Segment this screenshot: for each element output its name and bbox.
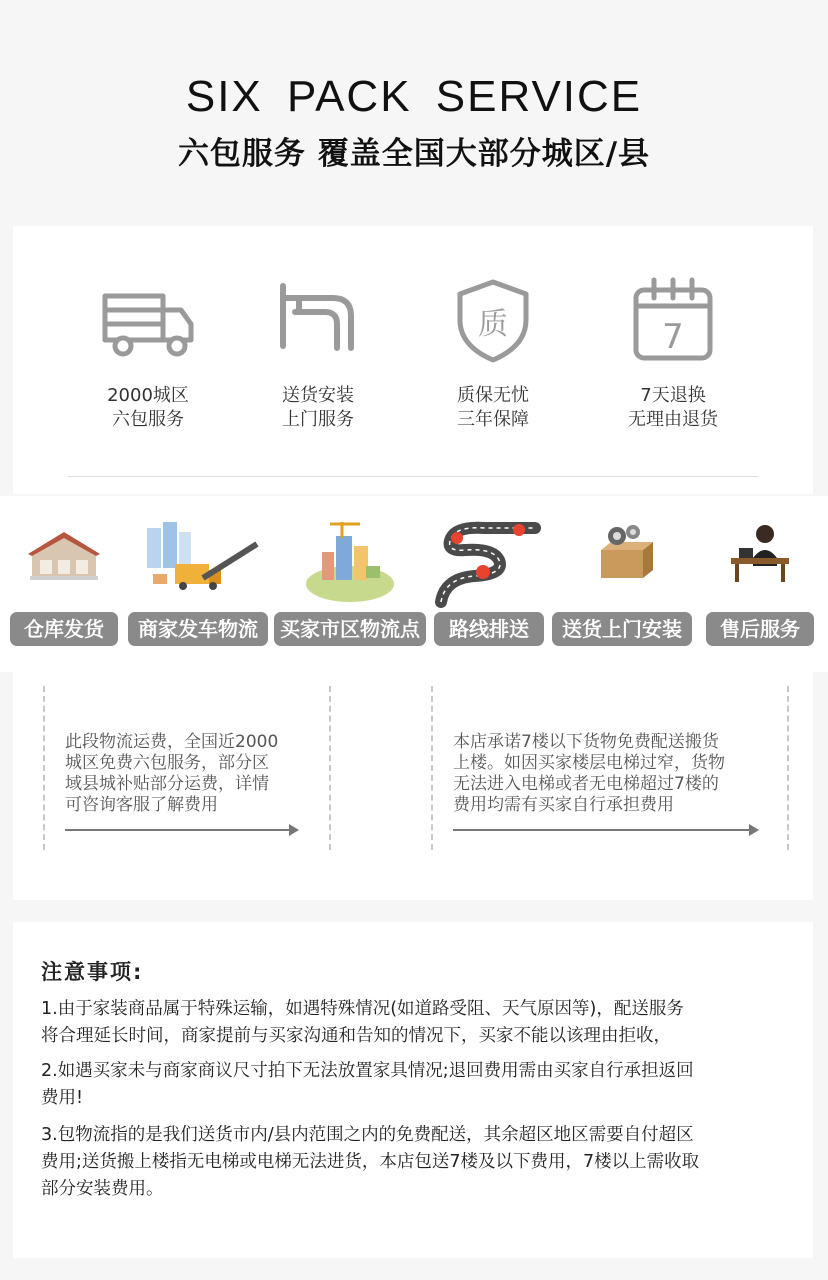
notice-item bbox=[41, 1122, 801, 1203]
dashed-line bbox=[431, 686, 433, 850]
notice-card bbox=[13, 922, 813, 1258]
truck-icon bbox=[93, 276, 203, 366]
arrow-icon bbox=[453, 829, 757, 831]
note-floor-delivery bbox=[431, 686, 791, 850]
page-subtitle: 六包服务 覆盖全国大部分城区/县 bbox=[177, 136, 651, 172]
calendar-day: 7 bbox=[662, 317, 684, 357]
notice-item bbox=[41, 996, 801, 1050]
page-title: SIX PACK SERVICE bbox=[185, 72, 643, 121]
feature-item-return bbox=[583, 276, 763, 436]
feature-line1: 送货安装 bbox=[282, 385, 354, 406]
process-step-label: 仓库发货 bbox=[10, 612, 118, 646]
notice-title: 注意事项: bbox=[41, 960, 144, 984]
logistics-icon bbox=[133, 518, 263, 598]
process-step-warehouse bbox=[10, 496, 118, 672]
feature-line1: 7天退换 bbox=[640, 385, 706, 406]
process-step-logistics bbox=[128, 496, 268, 672]
customer-service-icon bbox=[725, 518, 795, 588]
feature-item-delivery bbox=[58, 276, 238, 436]
feature-line2: 三年保障 bbox=[457, 409, 529, 430]
note-line: 域县城补贴部分运费，详情 bbox=[65, 774, 269, 794]
dashed-line bbox=[787, 686, 789, 850]
divider bbox=[68, 476, 758, 477]
note-line: 可咨询客服了解费用 bbox=[65, 795, 218, 815]
feature-line2: 无理由退货 bbox=[628, 409, 718, 430]
feature-line1: 2000城区 bbox=[107, 385, 189, 406]
route-icon bbox=[435, 518, 543, 608]
note-line: 无法进入电梯或者无电梯超过7楼的 bbox=[453, 774, 719, 794]
arrow-icon bbox=[65, 829, 297, 831]
note-line: 上楼。如因买家楼层电梯过窄，货物 bbox=[453, 753, 725, 773]
features-card bbox=[13, 226, 813, 494]
process-step-city-hub bbox=[274, 496, 426, 672]
calendar-icon bbox=[618, 276, 728, 366]
feature-line1: 质保无忧 bbox=[457, 385, 529, 406]
note-line: 此段物流运费，全国近2000 bbox=[65, 732, 279, 752]
process-step-label: 售后服务 bbox=[706, 612, 814, 646]
note-shipping-fee bbox=[43, 686, 333, 850]
process-step-label: 买家市区物流点 bbox=[274, 612, 426, 646]
process-band bbox=[0, 496, 828, 672]
notice-line: 2.如遇买家未与商家商议尺寸拍下无法放置家具情况;退回费用需由买家自行承担返回 bbox=[41, 1061, 694, 1081]
feature-line2: 上门服务 bbox=[282, 409, 354, 430]
delivery-box-icon bbox=[587, 518, 657, 588]
notice-line: 费用! bbox=[41, 1088, 84, 1108]
feature-item-warranty bbox=[403, 276, 583, 436]
note-text bbox=[65, 732, 325, 816]
process-step-route bbox=[434, 496, 544, 672]
dashed-line bbox=[43, 686, 45, 850]
process-step-label: 路线排送 bbox=[434, 612, 544, 646]
note-text bbox=[453, 732, 783, 816]
header bbox=[0, 0, 828, 220]
feature-item-install bbox=[228, 276, 408, 436]
shipping-notes-card bbox=[13, 672, 813, 900]
pipe-install-icon bbox=[263, 276, 373, 366]
notice-item bbox=[41, 1058, 801, 1112]
notice-line: 3.包物流指的是我们送货市内/县内范围之内的免费配送，其余超区地区需要自付超区 bbox=[41, 1125, 694, 1145]
note-line: 费用均需有买家自行承担费用 bbox=[453, 795, 674, 815]
city-hub-icon bbox=[300, 518, 400, 608]
shield-char: 质 bbox=[478, 307, 508, 342]
note-line: 城区免费六包服务，部分区 bbox=[65, 753, 269, 773]
notice-line: 将合理延长时间，商家提前与买家沟通和告知的情况下，买家不能以该理由拒收， bbox=[41, 1026, 671, 1046]
warehouse-icon bbox=[24, 518, 104, 588]
process-step-label: 商家发车物流 bbox=[128, 612, 268, 646]
notice-line: 1.由于家装商品属于特殊运输，如遇特殊情况(如道路受阻、天气原因等)，配送服务 bbox=[41, 999, 684, 1019]
notice-line: 部分安装费用。 bbox=[41, 1179, 164, 1199]
dashed-line bbox=[329, 686, 331, 850]
note-line: 本店承诺7楼以下货物免费配送搬货 bbox=[453, 732, 719, 752]
process-step-aftersales bbox=[706, 496, 814, 672]
process-step-delivery bbox=[552, 496, 692, 672]
quality-shield-icon bbox=[438, 276, 548, 366]
notice-line: 费用;送货搬上楼指无电梯或电梯无法进货，本店包送7楼及以下费用，7楼以上需收取 bbox=[41, 1152, 700, 1172]
feature-line2: 六包服务 bbox=[112, 409, 184, 430]
process-step-label: 送货上门安装 bbox=[552, 612, 692, 646]
